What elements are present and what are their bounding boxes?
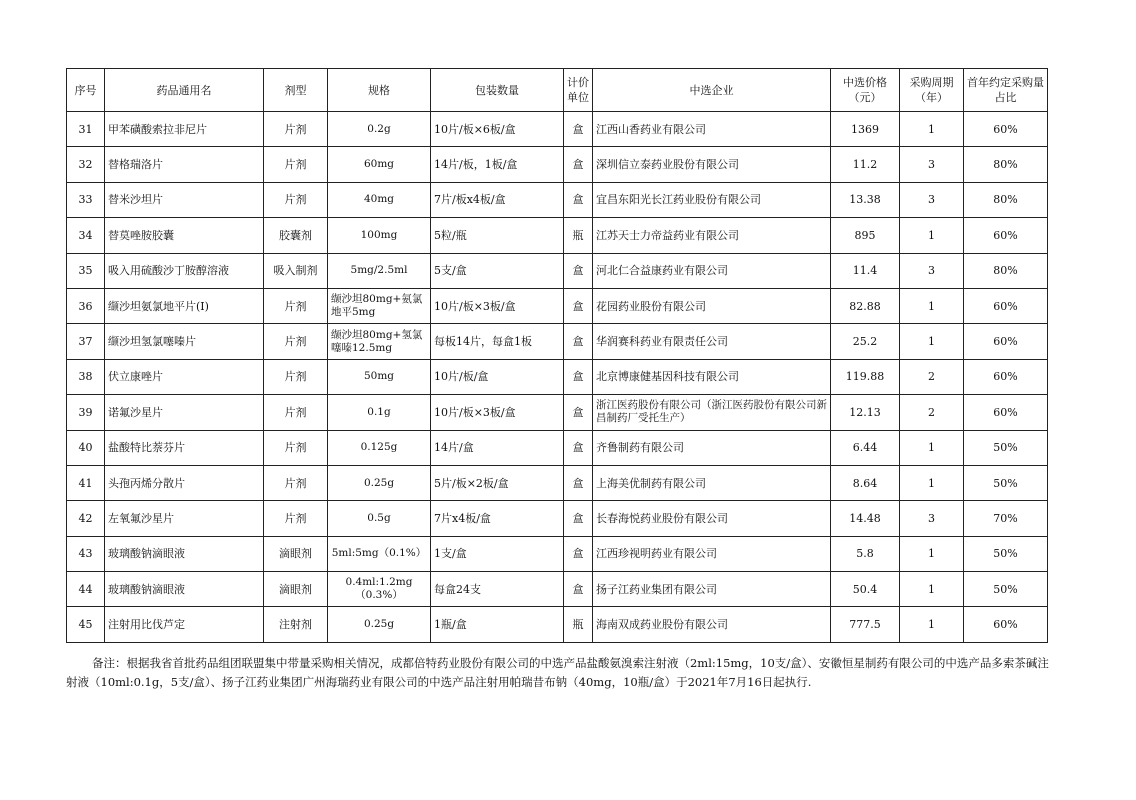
cell-seq: 32 — [67, 147, 105, 182]
cell-company: 齐鲁制药有限公司 — [593, 430, 831, 465]
cell-price: 6.44 — [831, 430, 900, 465]
cell-spec: 0.5g — [328, 501, 431, 536]
cell-pack: 10片/板×3板/盒 — [431, 288, 564, 323]
cell-company: 上海美优制药有限公司 — [593, 465, 831, 500]
cell-form: 片剂 — [264, 430, 328, 465]
cell-spec: 0.25g — [328, 607, 431, 642]
cell-seq: 31 — [67, 112, 105, 147]
cell-company: 长春海悦药业股份有限公司 — [593, 501, 831, 536]
cell-price: 12.13 — [831, 395, 900, 430]
cell-name: 头孢丙烯分散片 — [105, 465, 264, 500]
col-header-name: 药品通用名 — [105, 69, 264, 112]
cell-cycle: 3 — [900, 501, 964, 536]
cell-name: 替莫唑胺胶囊 — [105, 218, 264, 253]
table-row — [67, 395, 1048, 430]
cell-cycle: 3 — [900, 253, 964, 288]
cell-ratio: 80% — [964, 253, 1048, 288]
col-header-seq: 序号 — [67, 69, 105, 112]
cell-price: 895 — [831, 218, 900, 253]
cell-ratio: 60% — [964, 607, 1048, 642]
cell-cycle: 3 — [900, 182, 964, 217]
table-row — [67, 112, 1048, 147]
cell-spec: 0.25g — [328, 465, 431, 500]
cell-price: 119.88 — [831, 359, 900, 394]
cell-ratio: 60% — [964, 112, 1048, 147]
cell-price: 50.4 — [831, 572, 900, 607]
cell-price: 11.4 — [831, 253, 900, 288]
table-row — [67, 536, 1048, 571]
table-row — [67, 182, 1048, 217]
cell-seq: 40 — [67, 430, 105, 465]
cell-pack: 每盒24支 — [431, 572, 564, 607]
cell-pack: 10片/板×3板/盒 — [431, 395, 564, 430]
cell-seq: 34 — [67, 218, 105, 253]
cell-name: 盐酸特比萘芬片 — [105, 430, 264, 465]
cell-pack: 10片/板/盒 — [431, 359, 564, 394]
cell-spec: 60mg — [328, 147, 431, 182]
cell-unit: 盒 — [564, 359, 593, 394]
table-row — [67, 253, 1048, 288]
cell-pack: 每板14片，每盒1板 — [431, 324, 564, 359]
cell-ratio: 50% — [964, 536, 1048, 571]
cell-seq: 43 — [67, 536, 105, 571]
cell-form: 吸入制剂 — [264, 253, 328, 288]
cell-spec: 0.1g — [328, 395, 431, 430]
cell-price: 11.2 — [831, 147, 900, 182]
cell-unit: 盒 — [564, 182, 593, 217]
cell-company: 河北仁合益康药业有限公司 — [593, 253, 831, 288]
cell-form: 片剂 — [264, 324, 328, 359]
cell-seq: 33 — [67, 182, 105, 217]
cell-company: 北京博康健基因科技有限公司 — [593, 359, 831, 394]
cell-unit: 盒 — [564, 536, 593, 571]
cell-name: 诺氟沙星片 — [105, 395, 264, 430]
cell-name: 缬沙坦氢氯噻嗪片 — [105, 324, 264, 359]
cell-spec: 0.4ml:1.2mg（0.3%） — [328, 572, 431, 607]
cell-spec: 0.125g — [328, 430, 431, 465]
table-row — [67, 572, 1048, 607]
cell-unit: 盒 — [564, 288, 593, 323]
cell-spec: 100mg — [328, 218, 431, 253]
cell-spec: 缬沙坦80mg+氨氯地平5mg — [328, 288, 431, 323]
cell-seq: 39 — [67, 395, 105, 430]
cell-cycle: 1 — [900, 465, 964, 500]
cell-company: 深圳信立泰药业股份有限公司 — [593, 147, 831, 182]
table-row — [67, 147, 1048, 182]
cell-unit: 瓶 — [564, 607, 593, 642]
cell-ratio: 70% — [964, 501, 1048, 536]
cell-pack: 1支/盒 — [431, 536, 564, 571]
cell-unit: 盒 — [564, 572, 593, 607]
cell-unit: 盒 — [564, 430, 593, 465]
cell-company: 花园药业股份有限公司 — [593, 288, 831, 323]
cell-unit: 盒 — [564, 501, 593, 536]
cell-seq: 35 — [67, 253, 105, 288]
cell-pack: 14片/盒 — [431, 430, 564, 465]
cell-company: 浙江医药股份有限公司（浙江医药股份有限公司新昌制药厂受托生产） — [593, 395, 831, 430]
cell-form: 片剂 — [264, 359, 328, 394]
cell-unit: 盒 — [564, 253, 593, 288]
cell-company: 江苏天士力帝益药业有限公司 — [593, 218, 831, 253]
cell-price: 82.88 — [831, 288, 900, 323]
col-header-price: 中选价格（元） — [831, 69, 900, 112]
cell-seq: 41 — [67, 465, 105, 500]
cell-pack: 7片x4板/盒 — [431, 501, 564, 536]
cell-ratio: 80% — [964, 147, 1048, 182]
col-header-pack: 包装数量 — [431, 69, 564, 112]
cell-cycle: 1 — [900, 288, 964, 323]
cell-price: 14.48 — [831, 501, 900, 536]
cell-ratio: 60% — [964, 324, 1048, 359]
cell-name: 缬沙坦氨氯地平片(I) — [105, 288, 264, 323]
cell-spec: 缬沙坦80mg+氢氯噻嗪12.5mg — [328, 324, 431, 359]
table-row — [67, 288, 1048, 323]
cell-spec: 40mg — [328, 182, 431, 217]
cell-cycle: 2 — [900, 395, 964, 430]
cell-form: 滴眼剂 — [264, 536, 328, 571]
footnote-remark: 备注：根据我省首批药品组团联盟集中带量采购相关情况，成都倍特药业股份有限公司的中选产品盐酸氨溴索注射液（2ml:15mg，10支/盒）、安徽恒星制药有限公司的中选产品多索茶碱注射液（10ml:0.1g，5支/盒）、扬子江药业集团广州海瑞药业有限公司的中选产品注射用帕瑞昔布钠（40mg，10瓶/盒）于2021年7月16日起执行. — [66, 656, 1049, 689]
cell-price: 1369 — [831, 112, 900, 147]
cell-name: 玻璃酸钠滴眼液 — [105, 572, 264, 607]
table-row — [67, 359, 1048, 394]
cell-company: 江西山香药业有限公司 — [593, 112, 831, 147]
cell-cycle: 1 — [900, 112, 964, 147]
cell-name: 注射用比伐芦定 — [105, 607, 264, 642]
cell-ratio: 80% — [964, 182, 1048, 217]
cell-price: 777.5 — [831, 607, 900, 642]
cell-ratio: 50% — [964, 430, 1048, 465]
cell-form: 滴眼剂 — [264, 572, 328, 607]
cell-ratio: 50% — [964, 465, 1048, 500]
cell-pack: 1瓶/盒 — [431, 607, 564, 642]
cell-name: 左氧氟沙星片 — [105, 501, 264, 536]
cell-company: 海南双成药业股份有限公司 — [593, 607, 831, 642]
cell-company: 扬子江药业集团有限公司 — [593, 572, 831, 607]
cell-form: 片剂 — [264, 501, 328, 536]
col-header-ratio: 首年约定采购量占比 — [964, 69, 1048, 112]
cell-ratio: 60% — [964, 218, 1048, 253]
cell-name: 吸入用硫酸沙丁胺醇溶液 — [105, 253, 264, 288]
cell-cycle: 2 — [900, 359, 964, 394]
table-row — [67, 430, 1048, 465]
cell-name: 替格瑞洛片 — [105, 147, 264, 182]
col-header-company: 中选企业 — [593, 69, 831, 112]
cell-cycle: 1 — [900, 324, 964, 359]
procurement-table — [66, 68, 1048, 643]
cell-price: 5.8 — [831, 536, 900, 571]
cell-unit: 盒 — [564, 465, 593, 500]
cell-unit: 盒 — [564, 324, 593, 359]
table-row — [67, 607, 1048, 642]
cell-unit: 盒 — [564, 395, 593, 430]
cell-spec: 0.2g — [328, 112, 431, 147]
cell-form: 片剂 — [264, 465, 328, 500]
cell-ratio: 60% — [964, 359, 1048, 394]
cell-pack: 5粒/瓶 — [431, 218, 564, 253]
cell-price: 13.38 — [831, 182, 900, 217]
cell-price: 25.2 — [831, 324, 900, 359]
table-row — [67, 324, 1048, 359]
cell-spec: 50mg — [328, 359, 431, 394]
cell-form: 片剂 — [264, 147, 328, 182]
cell-seq: 36 — [67, 288, 105, 323]
cell-seq: 42 — [67, 501, 105, 536]
cell-name: 甲苯磺酸索拉非尼片 — [105, 112, 264, 147]
cell-name: 替米沙坦片 — [105, 182, 264, 217]
cell-company: 江西珍视明药业有限公司 — [593, 536, 831, 571]
cell-form: 胶囊剂 — [264, 218, 328, 253]
table-row — [67, 218, 1048, 253]
cell-cycle: 1 — [900, 536, 964, 571]
cell-pack: 5片/板×2板/盒 — [431, 465, 564, 500]
header-row — [67, 69, 1048, 112]
cell-company: 华润赛科药业有限责任公司 — [593, 324, 831, 359]
cell-ratio: 60% — [964, 288, 1048, 323]
cell-spec: 5ml:5mg（0.1%） — [328, 536, 431, 571]
cell-pack: 5支/盒 — [431, 253, 564, 288]
table-row — [67, 501, 1048, 536]
col-header-cycle: 采购周期（年） — [900, 69, 964, 112]
col-header-spec: 规格 — [328, 69, 431, 112]
cell-ratio: 50% — [964, 572, 1048, 607]
cell-ratio: 60% — [964, 395, 1048, 430]
table-row — [67, 465, 1048, 500]
cell-seq: 44 — [67, 572, 105, 607]
cell-pack: 10片/板×6板/盒 — [431, 112, 564, 147]
cell-pack: 14片/板，1板/盒 — [431, 147, 564, 182]
cell-seq: 37 — [67, 324, 105, 359]
cell-seq: 38 — [67, 359, 105, 394]
col-header-unit: 计价单位 — [564, 69, 593, 112]
cell-name: 伏立康唑片 — [105, 359, 264, 394]
cell-cycle: 1 — [900, 430, 964, 465]
cell-seq: 45 — [67, 607, 105, 642]
cell-form: 片剂 — [264, 288, 328, 323]
cell-unit: 瓶 — [564, 218, 593, 253]
cell-pack: 7片/板x4板/盒 — [431, 182, 564, 217]
cell-form: 片剂 — [264, 112, 328, 147]
col-header-form: 剂型 — [264, 69, 328, 112]
cell-company: 宜昌东阳光长江药业股份有限公司 — [593, 182, 831, 217]
cell-cycle: 1 — [900, 218, 964, 253]
cell-unit: 盒 — [564, 112, 593, 147]
cell-name: 玻璃酸钠滴眼液 — [105, 536, 264, 571]
cell-form: 片剂 — [264, 182, 328, 217]
cell-form: 注射剂 — [264, 607, 328, 642]
cell-unit: 盒 — [564, 147, 593, 182]
cell-price: 8.64 — [831, 465, 900, 500]
cell-cycle: 1 — [900, 607, 964, 642]
cell-cycle: 3 — [900, 147, 964, 182]
cell-cycle: 1 — [900, 572, 964, 607]
cell-spec: 5mg/2.5ml — [328, 253, 431, 288]
cell-form: 片剂 — [264, 395, 328, 430]
